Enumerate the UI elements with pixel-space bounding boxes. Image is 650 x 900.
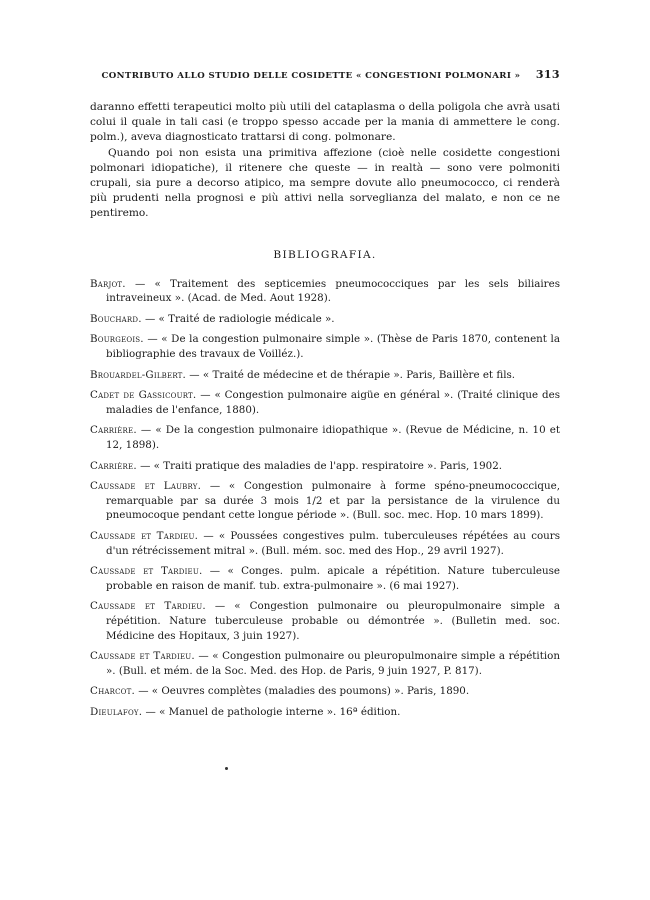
entry-author: Caussade et Laubry.	[90, 480, 202, 493]
entry-text: — « Conges. pulm. apicale a répétition. Nature tuberculeuse probable en raison de manif. tub. extra-pulmonaire ». (6 mai 1927).	[106, 565, 560, 592]
paragraph: daranno effetti terapeutici molto più utili del cataplasma o della poligola che avrà usati colui il quale in tali casi (e troppo spesso accade per la mania di ammettere le cong. polm.), aveva diagnosticato trattarsi di cong. polmonare.	[90, 101, 560, 144]
entry-author: Caussade et Tardieu.	[90, 529, 199, 542]
bibliography-entry	[90, 479, 560, 523]
entry-author: Cadet de Gassicourt.	[90, 389, 197, 402]
bibliography-entry	[90, 277, 560, 306]
bibliography-entry	[90, 564, 560, 593]
entry-text: — « Traité de médecine et de thérapie ». Paris, Baillère et fils.	[186, 368, 516, 381]
entry-text: — « Congestion pulmonaire ou pleuropulmonaire simple a répétition. Nature tuberculeuse probable ou démontrée ». (Bulletin med. soc. Médicine des Hopitaux, 3 juin 1927).	[106, 600, 560, 642]
entry-text: — « Congestion pulmonaire ou pleuropulmonaire simple a répétition ». (Bull. et mém. de la Soc. Med. des Hop. de Paris, 9 juin 1927, P. 817).	[106, 650, 560, 677]
bibliography-entry	[90, 368, 560, 383]
entry-text: — « Congestion pulmonaire à forme spéno-pneumococcique, remarquable par sa durée 3 mois 1/2 et par la persistance de la virulence du pneumocoque pendant cette longue période ». (Bull. soc. mec. Hop. 10 mars 1899).	[106, 480, 561, 522]
bibliography-entry	[90, 388, 560, 417]
paragraph: Quando poi non esista una primitiva affezione (cioè nelle cosidette congestioni polmonari idiopatiche), il ritenere che queste — in realtà — sono vere polmoniti crupali, sia pure a decorso atipico, ma sempre dovute allo pneumococco, ci renderà più prudenti nella prognosi e più attivi nella sorveglianza del malato, e non ce ne pentiremo.	[90, 146, 560, 220]
entry-text: — « Poussées congestives pulm. tuberculeuses répétées au cours d'un rétrécissement mitral ». (Bull. mém. soc. med des Hop., 29 avril 1927).	[106, 529, 560, 557]
entry-author: Barjot.	[90, 277, 126, 290]
bibliography-entry	[90, 459, 560, 474]
bibliography-entry	[90, 684, 560, 699]
bibliography-entry	[90, 312, 560, 327]
bibliography-entry	[90, 529, 560, 558]
entry-text: — « Congestion pulmonaire aigüe en général ». (Traité clinique des maladies de l'enfance, 1880).	[106, 389, 560, 416]
entry-text: — « Manuel de pathologie interne ». 16ª édition.	[142, 705, 401, 718]
entry-author: Caussade et Tardieu.	[90, 650, 195, 663]
entry-author: Bouchard.	[90, 312, 142, 325]
entry-author: Charcot.	[90, 685, 135, 698]
entry-text: — « Oeuvres complètes (maladies des poumons) ». Paris, 1890.	[134, 685, 470, 698]
entry-text: — « De la congestion pulmonaire simple ». (Thèse de Paris 1870, contenent la bibliographie des travaux de Voilléz.).	[106, 333, 560, 360]
bibliography-entry	[90, 649, 560, 678]
entry-text: — « Traiti pratique des maladies de l'app. respiratoire ». Paris, 1902.	[136, 459, 503, 472]
running-header	[90, 68, 560, 81]
entry-author: Carrière.	[90, 459, 137, 472]
page-body	[90, 100, 560, 725]
bibliography-entry	[90, 423, 560, 452]
ink-speck	[225, 767, 228, 770]
running-title: CONTRIBUTO ALLO STUDIO DELLE COSIDETTE « CONGESTIONI POLMONARI »	[101, 71, 521, 81]
entry-author: Carrière.	[90, 424, 137, 437]
entry-text: — « Traitement des septicemies pneumococciques par les sels biliaires intraveineux ». (Acad. de Med. Aout 1928).	[106, 277, 560, 305]
bibliography-entry	[90, 332, 560, 361]
bibliography-title: BIBLIOGRAFIA.	[273, 248, 377, 261]
entry-author: Dieulafoy.	[90, 705, 143, 718]
bibliography-entry	[90, 705, 560, 720]
page-number: 313	[535, 68, 560, 81]
entry-text: — « De la congestion pulmonaire idiopathique ». (Revue de Médicine, n. 10 et 12, 1898).	[106, 424, 560, 451]
entry-text: — « Traité de radiologie médicale ».	[141, 312, 335, 325]
entry-author: Caussade et Tardieu.	[90, 565, 203, 578]
entry-author: Bourgeois.	[90, 333, 144, 346]
bibliography-list	[90, 277, 560, 720]
bibliography-entry	[90, 599, 560, 643]
entry-author: Brouardel-Gilbert.	[90, 368, 187, 381]
entry-author: Caussade et Tardieu.	[90, 600, 206, 613]
